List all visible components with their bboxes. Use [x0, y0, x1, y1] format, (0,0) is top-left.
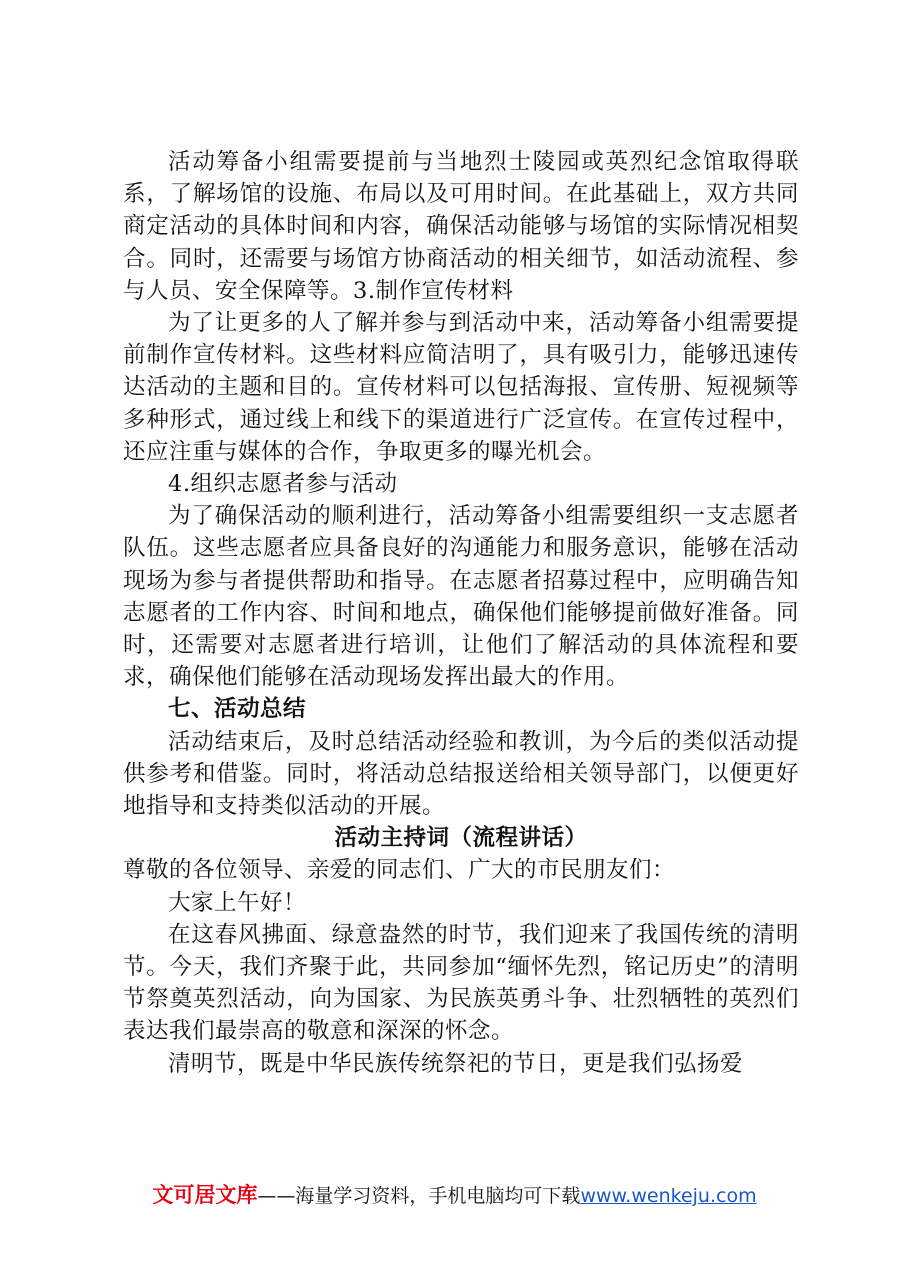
- paragraph-volunteers-heading: 4.组织志愿者参与活动: [168, 471, 398, 498]
- document-body: [123, 146, 799, 1080]
- paragraph-venue-contact: 活动筹备小组需要提前与当地烈士陵园或英烈纪念馆取得联系，了解场馆的设施、布局以及可用时间。在此基础上，双方共同商定活动的具体时间和内容，确保活动能够与场馆的实际情况相契合。同时，还需要与场馆方协商活动的相关细节，如活动流程、参与人员、安全保障等。3.制作宣传材料: [123, 149, 799, 304]
- section-heading-summary: 七、活动总结: [168, 696, 307, 723]
- page-footer: [0, 1181, 909, 1210]
- speech-salutation: 尊敬的各位领导、亲爱的同志们、广大的市民朋友们：: [123, 857, 676, 884]
- speech-paragraph-qingming: 清明节，既是中华民族传统祭祀的节日，更是我们弘扬爱: [168, 1050, 744, 1077]
- speech-paragraph-opening: 在这春风拂面、绿意盎然的时节，我们迎来了我国传统的清明节。今天，我们齐聚于此，共同参加“缅怀先烈，铭记历史”的清明节祭奠英烈活动，向为国家、为民族英勇斗争、壮烈牺牲的英烈们表达我们最崇高的敬意和深深的怀念。: [123, 921, 799, 1045]
- speech-greeting: 大家上午好！: [168, 889, 307, 916]
- footer-tagline: ——海量学习资料，手机电脑均可下载: [257, 1185, 581, 1207]
- speech-title: 活动主持词（流程讲话）: [334, 825, 588, 852]
- footer-brand: 文可居文库: [152, 1183, 258, 1207]
- paragraph-publicity-materials: 为了让更多的人了解并参与到活动中来，活动筹备小组需要提前制作宣传材料。这些材料应简洁明了，具有吸引力，能够迅速传达活动的主题和目的。宣传材料可以包括海报、宣传册、短视频等多种形式，通过线上和线下的渠道进行广泛宣传。在宣传过程中，还应注重与媒体的合作，争取更多的曝光机会。: [123, 310, 799, 465]
- paragraph-summary: 活动结束后，及时总结活动经验和教训，为今后的类似活动提供参考和借鉴。同时，将活动总结报送给相关领导部门，以便更好地指导和支持类似活动的开展。: [123, 728, 799, 820]
- footer-site-link[interactable]: www.wenkeju.com: [580, 1185, 757, 1207]
- paragraph-volunteers: 为了确保活动的顺利进行，活动筹备小组需要组织一支志愿者队伍。这些志愿者应具备良好的沟通能力和服务意识，能够在活动现场为参与者提供帮助和指导。在志愿者招募过程中，应明确告知志愿者的工作内容、时间和地点，确保他们能够提前做好准备。同时，还需要对志愿者进行培训，让他们了解活动的具体流程和要求，确保他们能够在活动现场发挥出最大的作用。: [123, 503, 799, 691]
